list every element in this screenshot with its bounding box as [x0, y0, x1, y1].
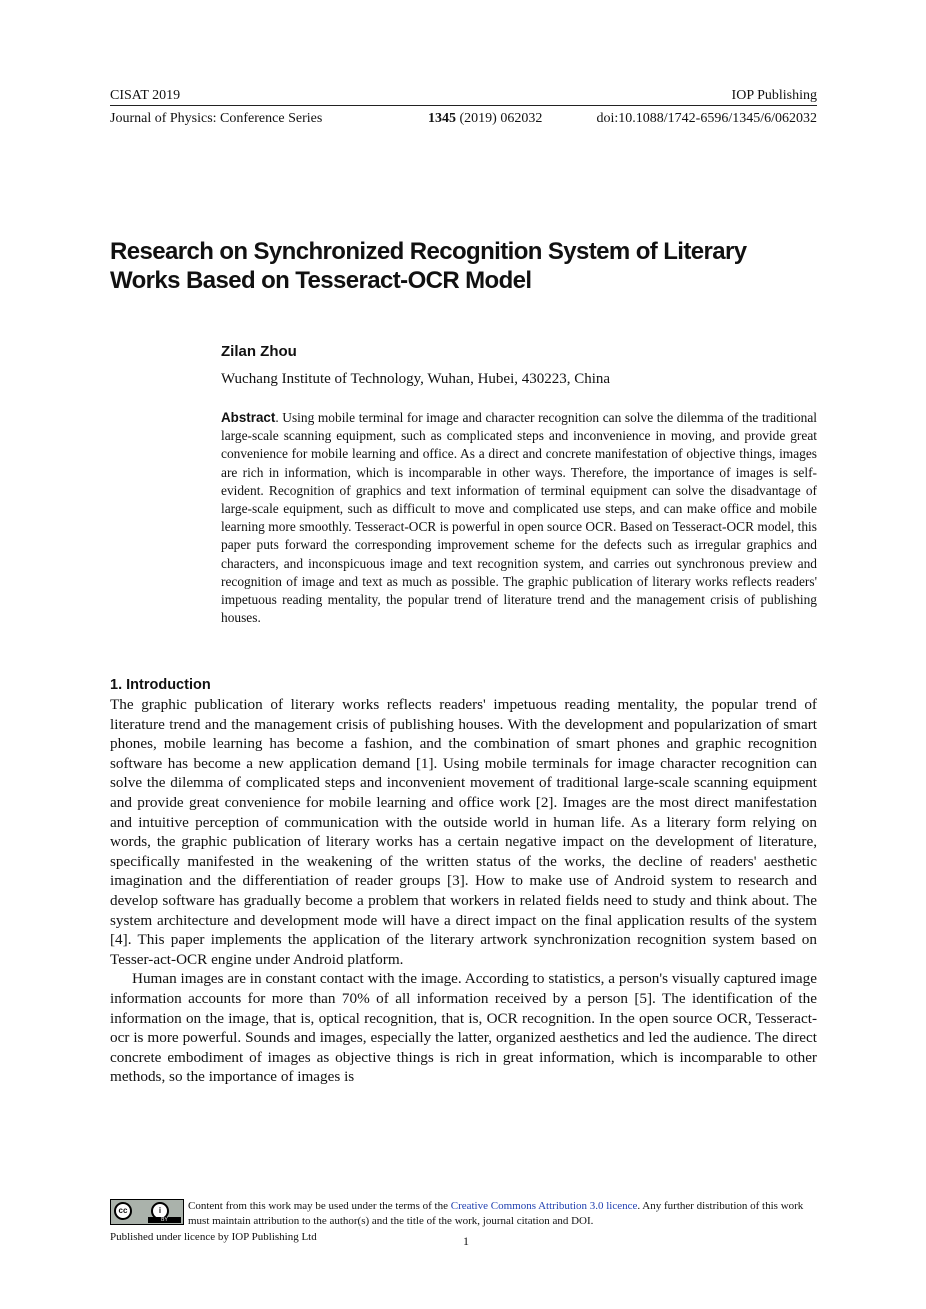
paper-title: Research on Synchronized Recognition System of Literary Works Based on Tesseract-OCR Model	[110, 238, 747, 294]
license-text-pre: Content from this work may be used under the terms of the	[188, 1200, 451, 1212]
by-label: BY	[148, 1217, 181, 1223]
author-affiliation: Wuchang Institute of Technology, Wuhan, Hubei, 430223, China	[221, 371, 611, 387]
license-notice	[188, 1199, 818, 1229]
published-under-licence: Published under licence by IOP Publishing Ltd	[110, 1231, 317, 1243]
abstract-text: . Using mobile terminal for image and character recognition can solve the dilemma of the traditional large-scale scanning equipment, such as complicated steps and inconvenience in moving, and provide great convenience for mobile learning and office. As a direct and concrete manifestation of objective things, images are rich in information, which is incomparable in other ways. Therefore, the importance of images is self-evident. Recognition of graphics and text information of terminal equipment can solve the disadvantage of large-scale equipment, such as difficult to move and complicated use steps, and can make office and mobile learning more smoothly. Tesseract-OCR is powerful in open source OCR. Based on Tesseract-OCR model, this paper puts forward the corresponding improvement scheme for the defects such as irregular graphics and characters, and inconspicuous image and text recognition system, and carries out synchronous preview and recognition of image and text as much as possible. The graphic publication of literary works reflects readers' impetuous reading mentality, the popular trend of literature trend and the management crisis of publishing houses.	[221, 410, 817, 626]
doi[interactable]: doi:10.1088/1742-6596/1345/6/062032	[596, 111, 817, 126]
section-heading-introduction: 1. Introduction	[110, 677, 211, 693]
volume-info	[428, 111, 542, 127]
abstract	[221, 409, 817, 627]
year-issue: (2019) 062032	[459, 111, 543, 126]
header-rule	[110, 105, 817, 106]
attribution-icon: i	[151, 1202, 169, 1220]
author-name: Zilan Zhou	[221, 343, 297, 360]
publisher-name: IOP Publishing	[731, 88, 817, 103]
abstract-label: Abstract	[221, 410, 276, 425]
cc-icon: cc	[114, 1202, 132, 1220]
journal-name: Journal of Physics: Conference Series	[110, 111, 323, 126]
license-link[interactable]: Creative Commons Attribution 3.0 licence	[450, 1200, 638, 1212]
cc-by-license-badge[interactable]	[110, 1199, 184, 1225]
page-number: 1	[463, 1234, 469, 1248]
volume-number: 1345	[428, 111, 456, 126]
paragraph-2: Human images are in constant contact with the image. According to statistics, a person's visually captured image information accounts for more than 70% of all information received by a person [5]. The identification of the information on the image, that is, optical recognition, that is, OCR recognition. In the open source OCR, Tesseract-ocr is more powerful. Sounds and images, especially the latter, organized aesthetics and led the audience. The direct concrete embodiment of images as objective things is rich in great information, which is incomparable to other methods, so the importance of images is	[110, 970, 817, 1086]
paragraph-1: The graphic publication of literary works reflects readers' impetuous reading mentality, the popular trend of literature trend and the management crisis of publishing houses. With the development and popularization of smart phones, mobile learning has become a fashion, and the combination of smart phones and graphic recognition software has become a new application demand [1]. Using mobile terminals for image character recognition can solve the dilemma of complicated steps and inconvenient movement of traditional large-scale scanning equipment and provide great convenience for mobile learning and office work [2]. Images are the most direct manifestation and intuitive perception of communication with the outside world in human life. As a literary form relying on words, the graphic publication of literary works has a certain negative impact on the development of literature, specifically manifested in the weakening of the written status of the works, the decline of readers' aesthetic imagination and the differentiation of reader groups [3]. How to make use of Android system to research and develop software has gradually become a problem that workers in related fields need to study and think about. The system architecture and development mode will have a direct impact on the final application results of the system [4]. This paper implements the application of the literary artwork synchronization recognition system based on Tesser-act-OCR engine under Android platform.	[110, 696, 817, 968]
license-text-post: . Any further distribution of this work must maintain attribution to the author(s) and the title of the work, journal citation and DOI.	[188, 1200, 804, 1227]
section-body-introduction	[110, 695, 817, 1087]
conference-name: CISAT 2019	[110, 88, 181, 103]
